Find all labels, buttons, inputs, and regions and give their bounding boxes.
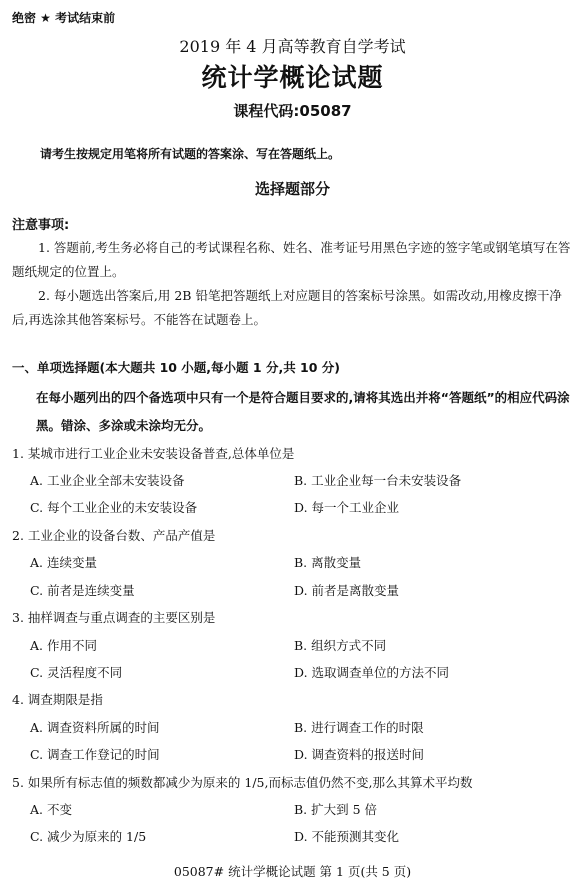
question-5-stem: 5. 如果所有标志值的频数都减少为原来的 1/5,而标志值仍然不变,那么其算术平均数 [12,775,473,790]
question-4-option-b: B. 进行调查工作的时限 [294,720,424,735]
question-1-option-b: B. 工业企业每一台未安装设备 [294,473,462,488]
notes-title: 注意事项: [12,218,70,233]
question-1-option-c: C. 每个工业企业的未安装设备 [30,500,198,515]
note-item-1: 1. 答题前,考生务必将自己的考试课程名称、姓名、准考证号用黑色字迹的签字笔或钢笔填写在答题纸规定的位置上。 [12,240,571,279]
question-1-stem: 1. 某城市进行工业企业未安装设备普查,总体单位是 [12,446,295,461]
question-3-stem: 3. 抽样调查与重点调查的主要区别是 [12,610,216,625]
question-4-option-d: D. 调查资料的报送时间 [294,747,425,762]
subject-title: 统计学概论试题 [201,63,384,92]
part-description: 在每小题列出的四个备选项中只有一个是符合题目要求的,请将其选出并将“答题纸”的相应代码涂黑。错涂、多涂或未涂均无分。 [36,390,570,433]
question-1-option-d: D. 每一个工业企业 [294,500,400,515]
course-code: 课程代码:05087 [233,102,352,120]
question-2-option-d: D. 前者是离散变量 [294,583,400,598]
question-4-option-c: C. 调查工作登记的时间 [30,747,160,762]
question-4-option-a: A. 调查资料所属的时间 [30,720,160,735]
question-4-stem: 4. 调查期限是指 [12,692,103,707]
question-3-option-d: D. 选取调查单位的方法不同 [294,665,450,680]
question-5-option-b: B. 扩大到 5 倍 [294,802,378,817]
page-footer: 05087# 统计学概论试题 第 1 页(共 5 页) [173,864,412,879]
exam-session-title: 2019 年 4 月高等教育自学考试 [179,37,406,56]
section-title: 选择题部分 [254,180,330,198]
question-2-option-a: A. 连续变量 [30,555,97,570]
question-3-option-c: C. 灵活程度不同 [30,665,123,680]
part-heading: 一、单项选择题(本大题共 10 小题,每小题 1 分,共 10 分) [12,360,341,375]
question-3-option-a: A. 作用不同 [30,638,97,653]
question-2-stem: 2. 工业企业的设备台数、产品产值是 [12,528,216,543]
question-2-option-b: B. 离散变量 [294,555,362,570]
note-item-2: 2. 每小题选出答案后,用 2B 铅笔把答题纸上对应题目的答案标号涂黑。如需改动,用橡皮擦干净后,再选涂其他答案标号。不能答在试题卷上。 [12,288,562,327]
question-5-option-d: D. 不能预测其变化 [294,829,400,844]
answer-instruction: 请考生按规定用笔将所有试题的答案涂、写在答题纸上。 [40,147,341,161]
confidential-label: 绝密 ★ 考试结束前 [12,11,116,25]
question-2-option-c: C. 前者是连续变量 [30,583,135,598]
question-5-option-a: A. 不变 [30,802,72,817]
question-1-option-a: A. 工业企业全部未安装设备 [30,473,185,488]
question-3-option-b: B. 组织方式不同 [294,638,387,653]
question-5-option-c: C. 减少为原来的 1/5 [30,829,147,844]
